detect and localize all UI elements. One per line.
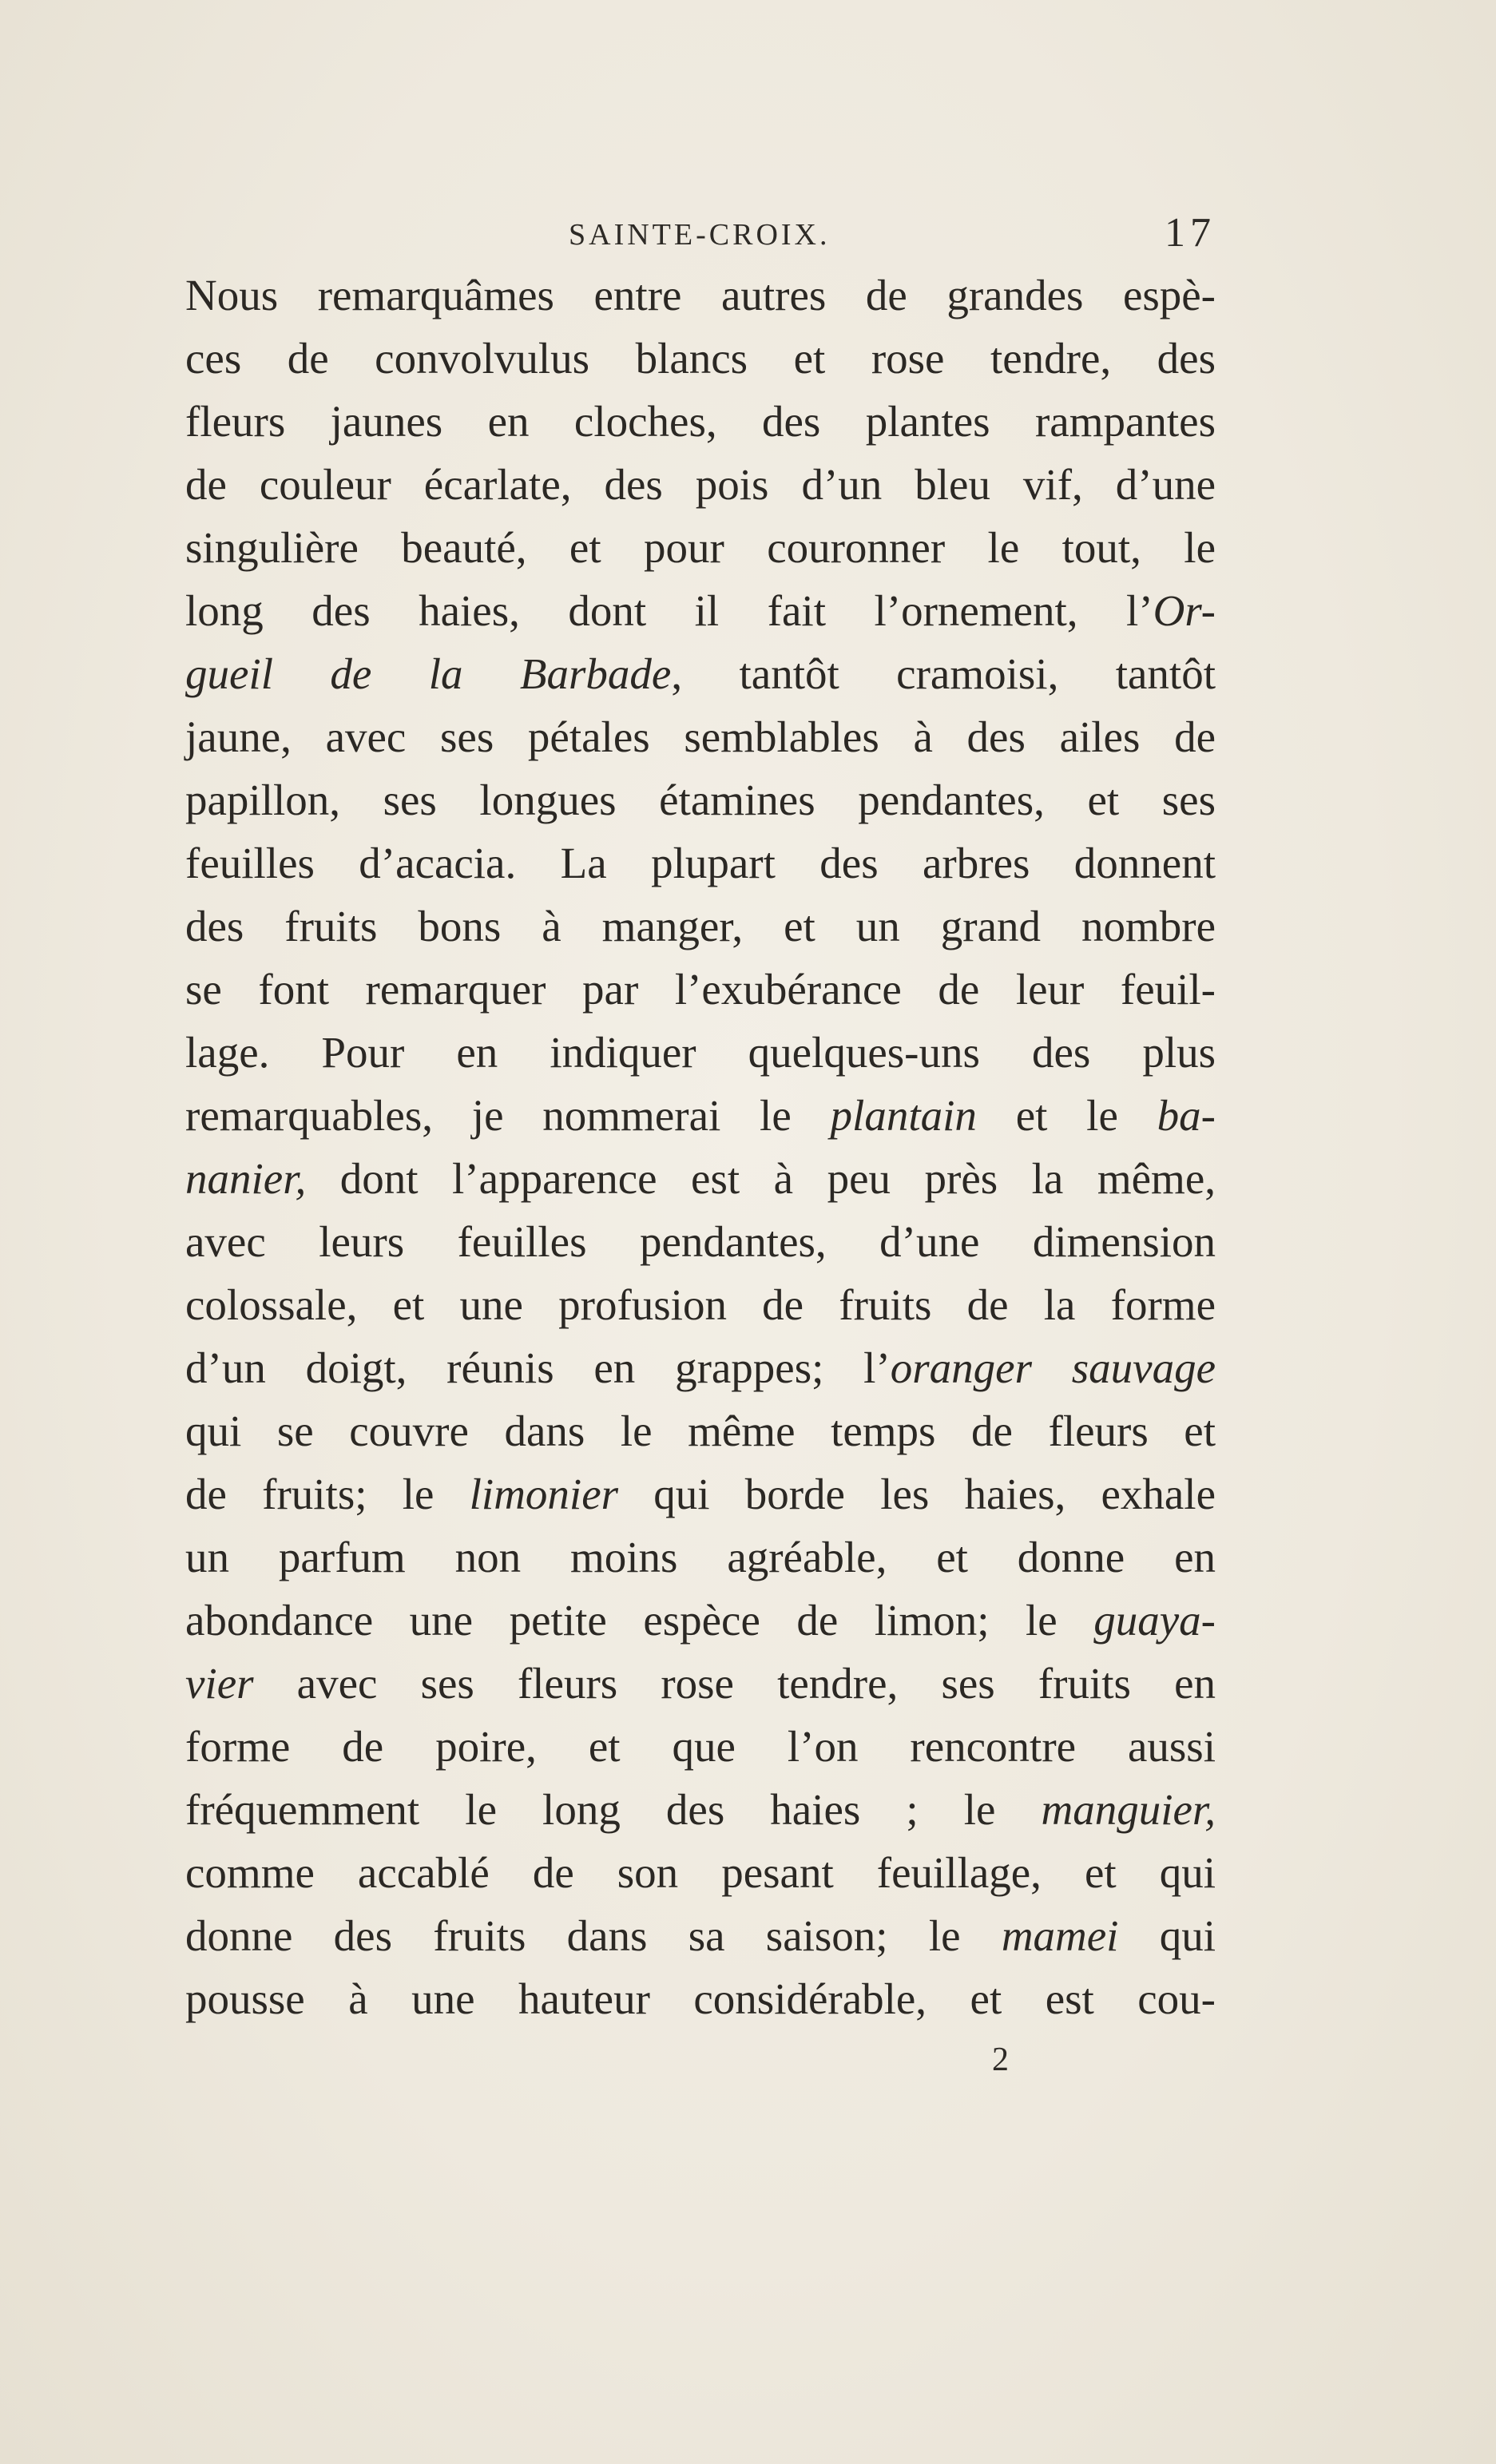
text-run: fréquemment le long des haies ; le xyxy=(185,1785,1042,1834)
text-run: remarquables, je nommerai le xyxy=(185,1091,831,1140)
text-line xyxy=(185,1904,1216,1967)
text-line xyxy=(185,264,1216,327)
italic-run: manguier, xyxy=(1041,1785,1216,1834)
text-run: fleurs jaunes en cloches, des plantes rampantes xyxy=(185,397,1216,446)
italic-run: ba- xyxy=(1157,1091,1216,1140)
text-run: un parfum non moins agréable, et donne en xyxy=(185,1533,1216,1581)
italic-run: Or- xyxy=(1153,586,1216,635)
signature-mark: 2 xyxy=(992,2041,1009,2078)
text-run: d’un doigt, réunis en grappes; l’ xyxy=(185,1343,891,1392)
text-line xyxy=(185,705,1216,768)
text-run: ces de convolvulus blancs et rose tendre, des xyxy=(185,334,1216,383)
text-run: Nous remarquâmes entre autres de grandes espè- xyxy=(185,271,1216,319)
italic-run: oranger sauvage xyxy=(890,1343,1216,1392)
text-line xyxy=(185,327,1216,390)
text-run: de couleur écarlate, des pois d’un bleu vif, d’une xyxy=(185,460,1216,509)
text-run: colossale, et une profusion de fruits de la forme xyxy=(185,1280,1216,1329)
text-line xyxy=(185,831,1216,895)
running-title: SAINTE-CROIX. xyxy=(569,218,831,252)
text-run: papillon, ses longues étamines pendantes, et ses xyxy=(185,776,1216,824)
text-line xyxy=(185,768,1216,831)
text-run: avec leurs feuilles pendantes, d’une dimension xyxy=(185,1217,1216,1266)
text-line xyxy=(185,958,1216,1021)
text-run: de fruits; le xyxy=(185,1470,470,1518)
text-line xyxy=(185,453,1216,516)
text-run: forme de poire, et que l’on rencontre aussi xyxy=(185,1722,1216,1771)
text-run: qui xyxy=(1118,1911,1216,1960)
text-run: des fruits bons à manger, et un grand nombre xyxy=(185,902,1216,950)
text-line xyxy=(185,1778,1216,1841)
text-run: se font remarquer par l’exubérance de leur feuil- xyxy=(185,965,1216,1014)
text-run: et le xyxy=(976,1091,1157,1140)
text-line xyxy=(185,1967,1216,2030)
text-line xyxy=(185,579,1216,642)
text-run: lage. Pour en indiquer quelques-uns des plus xyxy=(185,1028,1216,1077)
text-run: pousse à une hauteur considérable, et est cou- xyxy=(185,1974,1216,2023)
text-line xyxy=(185,1273,1216,1336)
text-run: donne des fruits dans sa saison; le xyxy=(185,1911,1002,1960)
italic-run: limonier xyxy=(469,1470,619,1518)
text-line xyxy=(185,1462,1216,1526)
body-text xyxy=(185,264,1216,2030)
text-run: qui borde les haies, exhale xyxy=(618,1470,1216,1518)
page-number: 17 xyxy=(1165,210,1216,256)
text-run: avec ses fleurs rose tendre, ses fruits en xyxy=(253,1659,1216,1708)
text-line xyxy=(185,1589,1216,1652)
text-line xyxy=(185,1526,1216,1589)
text-line xyxy=(185,1336,1216,1399)
text-run: qui se couvre dans le même temps de fleurs et xyxy=(185,1407,1216,1455)
text-run: feuilles d’acacia. La plupart des arbres donnent xyxy=(185,839,1216,887)
italic-run: vier xyxy=(185,1659,254,1708)
text-line xyxy=(185,1841,1216,1904)
running-head xyxy=(185,209,1216,265)
text-line xyxy=(185,516,1216,579)
italic-run: plantain xyxy=(830,1091,977,1140)
text-line xyxy=(185,1147,1216,1210)
text-line xyxy=(185,1652,1216,1715)
text-run: comme accablé de son pesant feuillage, et qui xyxy=(185,1848,1216,1897)
text-line xyxy=(185,1715,1216,1778)
italic-run: gueil de la Barbade xyxy=(185,649,672,698)
text-run: jaune, avec ses pétales semblables à des ailes de xyxy=(185,712,1216,761)
italic-run: nanier, xyxy=(185,1154,307,1203)
italic-run: guaya- xyxy=(1093,1596,1216,1645)
text-run: abondance une petite espèce de limon; le xyxy=(185,1596,1094,1645)
text-line xyxy=(185,642,1216,705)
italic-run: mamei xyxy=(1001,1911,1119,1960)
text-line xyxy=(185,1084,1216,1147)
text-line xyxy=(185,1399,1216,1462)
text-run: , tantôt cramoisi, tantôt xyxy=(671,649,1216,698)
text-line xyxy=(185,390,1216,453)
text-line xyxy=(185,1021,1216,1084)
text-run: dont l’apparence est à peu près la même, xyxy=(306,1154,1216,1203)
text-line xyxy=(185,895,1216,958)
text-line xyxy=(185,1210,1216,1273)
text-run: long des haies, dont il fait l’ornement, l’ xyxy=(185,586,1153,635)
text-run: singulière beauté, et pour couronner le tout, le xyxy=(185,523,1216,572)
